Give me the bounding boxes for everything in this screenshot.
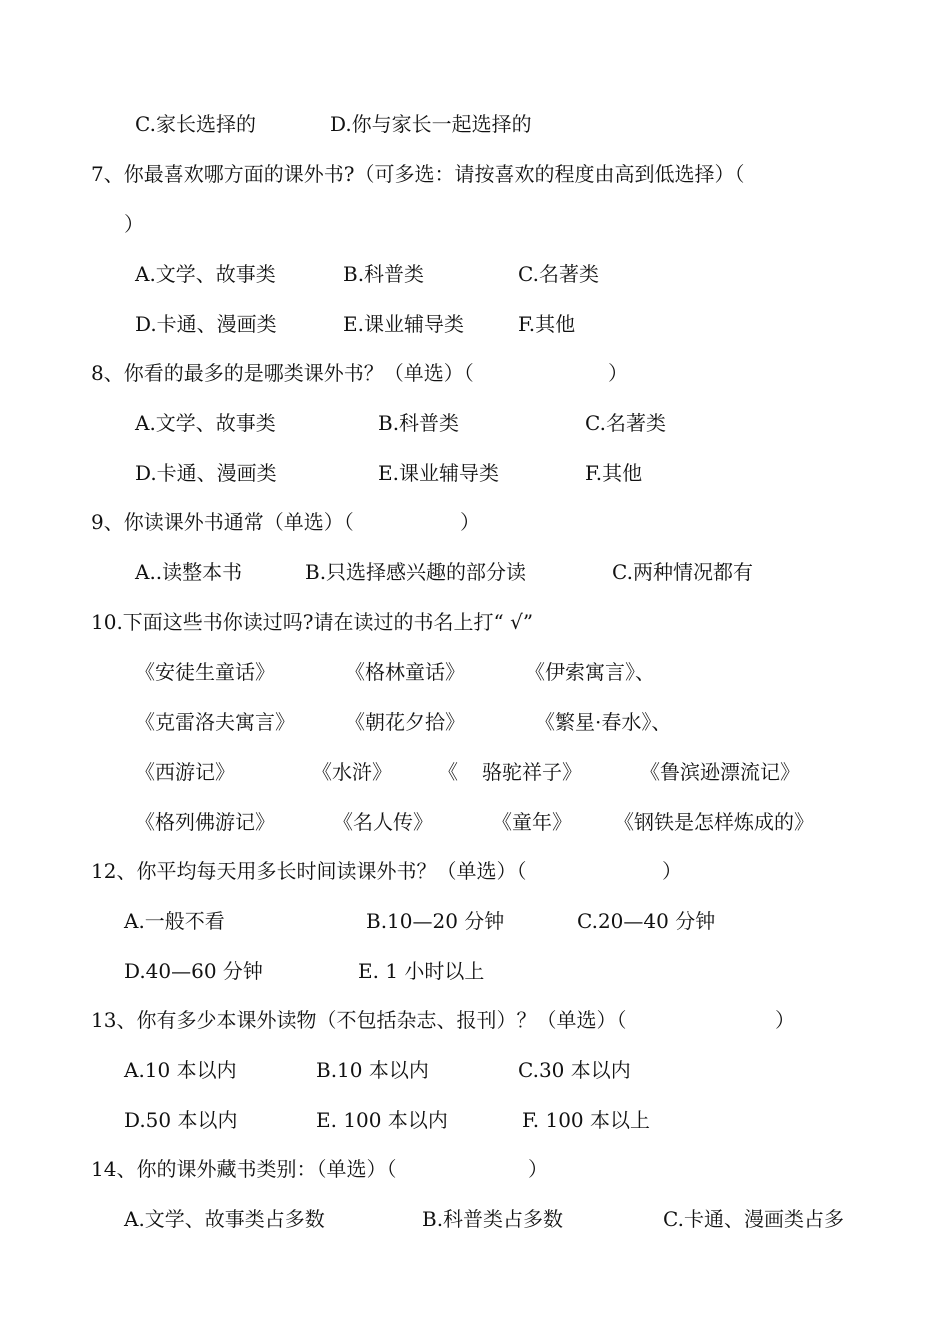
q7-option-b: B.科普类	[343, 262, 425, 286]
q13-paren-close: ）	[775, 1008, 795, 1032]
q13-option-b: B.10 本以内	[316, 1058, 429, 1082]
q7-question-text: 7、你最喜欢哪方面的课外书?（可多选：请按喜欢的程度由高到低选择）（	[91, 162, 745, 186]
book-title: 《名人传》	[333, 810, 433, 834]
q14-question-text: 14、你的课外藏书类别：（单选）（	[91, 1157, 397, 1181]
book-title: 《	[438, 760, 458, 784]
book-title: 《格列佛游记》	[135, 810, 275, 834]
q7-option-f: F.其他	[518, 312, 576, 336]
q14-option-a: A.文学、故事类占多数	[124, 1207, 325, 1231]
book-title: 《格林童话》	[345, 660, 465, 684]
book-title: 《伊索寓言》、	[525, 660, 655, 684]
book-title: 《克雷洛夫寓言》	[135, 710, 295, 734]
q9-option-a: A..读整本书	[135, 560, 243, 584]
book-title: 骆驼祥子》	[482, 760, 582, 784]
q12-option-b: B.10—20 分钟	[366, 909, 505, 933]
q9-option-c: C.两种情况都有	[612, 560, 753, 584]
q12-paren-close: ）	[662, 859, 682, 883]
q6-option-d: D.你与家长一起选择的	[330, 112, 532, 136]
q7-option-a: A.文学、故事类	[135, 262, 276, 286]
q12-option-d: D.40—60 分钟	[124, 959, 263, 983]
q8-paren-close: ）	[608, 361, 628, 385]
q9-paren-close: ）	[460, 510, 480, 534]
q13-option-e: E. 100 本以内	[316, 1108, 448, 1132]
q8-option-e: E.课业辅导类	[378, 461, 499, 485]
q8-option-f: F.其他	[585, 461, 643, 485]
q9-option-b: B.只选择感兴趣的部分读	[305, 560, 527, 584]
q6-option-c: C.家长选择的	[135, 112, 256, 136]
q7-option-d: D.卡通、漫画类	[135, 312, 277, 336]
q14-option-c: C.卡通、漫画类占多	[663, 1207, 844, 1231]
q12-option-e: E. 1 小时以上	[358, 959, 485, 983]
book-title: 《鲁滨逊漂流记》	[640, 760, 800, 784]
q12-question-text: 12、你平均每天用多长时间读课外书？（单选）（	[91, 859, 527, 883]
book-title: 《童年》	[492, 810, 572, 834]
q14-paren-close: ）	[528, 1157, 548, 1181]
q13-question-text: 13、你有多少本课外读物（不包括杂志、报刊）？（单选）（	[91, 1008, 627, 1032]
q7-option-e: E.课业辅导类	[343, 312, 464, 336]
book-title: 《水浒》	[312, 760, 392, 784]
q13-option-a: A.10 本以内	[124, 1058, 237, 1082]
q8-option-c: C.名著类	[585, 411, 666, 435]
q8-option-a: A.文学、故事类	[135, 411, 276, 435]
q8-question-text: 8、你看的最多的是哪类课外书？（单选）（	[91, 361, 474, 385]
book-title: 《安徒生童话》	[135, 660, 275, 684]
q12-option-a: A.一般不看	[124, 909, 225, 933]
book-title: 《西游记》	[135, 760, 235, 784]
q14-option-b: B.科普类占多数	[422, 1207, 564, 1231]
q8-option-b: B.科普类	[378, 411, 460, 435]
q13-option-f: F. 100 本以上	[522, 1108, 651, 1132]
q9-question-text: 9、你读课外书通常（单选）（	[91, 510, 354, 534]
q7-option-c: C.名著类	[518, 262, 599, 286]
book-title: 《钢铁是怎样炼成的》	[614, 810, 814, 834]
q13-option-d: D.50 本以内	[124, 1108, 238, 1132]
q12-option-c: C.20—40 分钟	[577, 909, 716, 933]
q13-option-c: C.30 本以内	[518, 1058, 631, 1082]
q10-question-text: 10.下面这些书你读过吗?请在读过的书名上打“ √”	[91, 610, 534, 634]
q8-option-d: D.卡通、漫画类	[135, 461, 277, 485]
book-title: 《朝花夕拾》	[345, 710, 465, 734]
q7-paren-close: ）	[124, 212, 144, 236]
book-title: 《繁星·春水》、	[535, 710, 672, 734]
